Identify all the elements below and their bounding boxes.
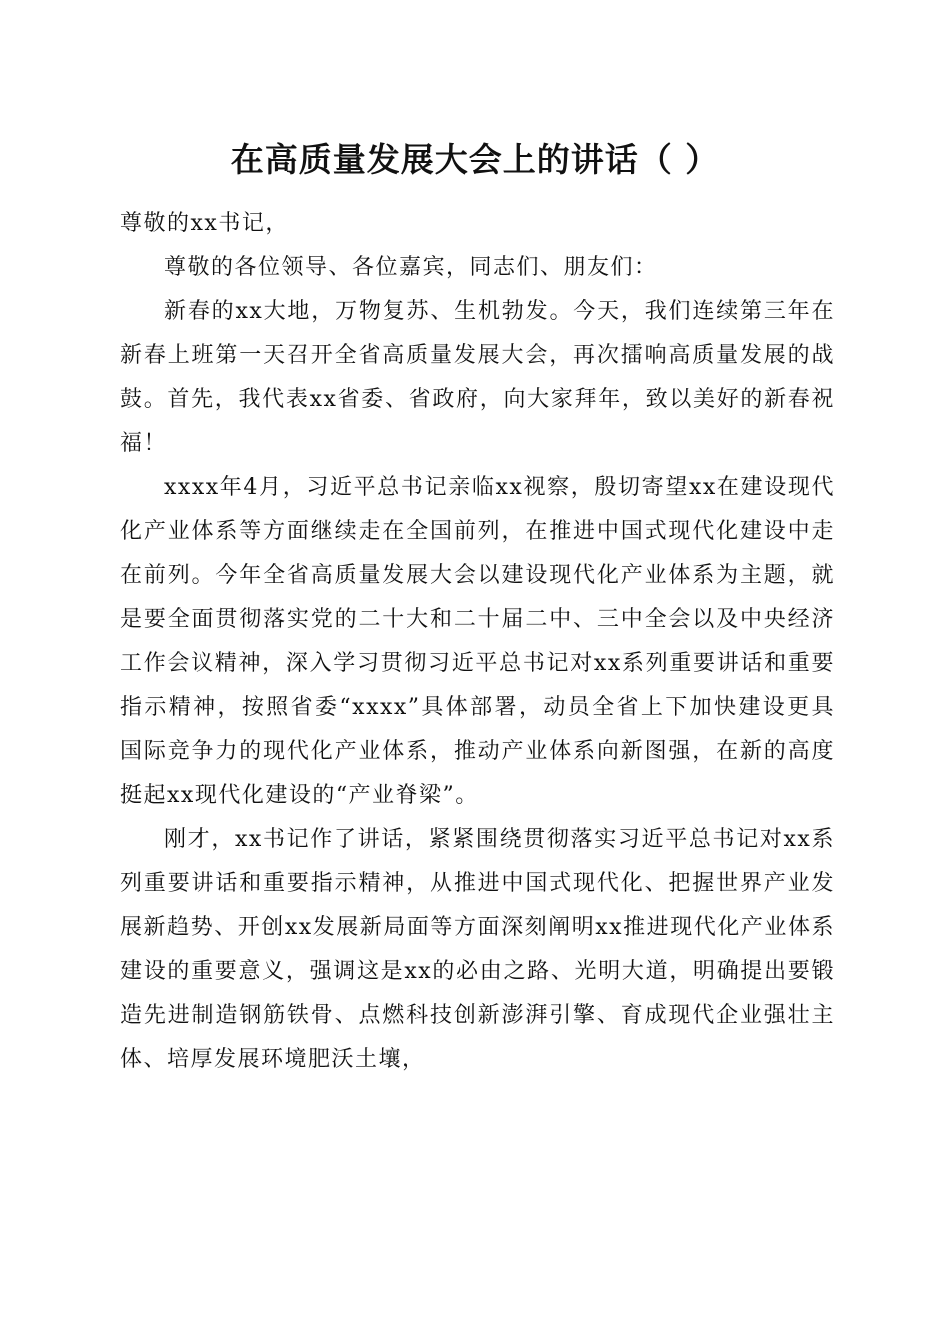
body-paragraph: xxxx年4月，习近平总书记亲临xx视察，殷切寄望xx在建设现代化产业体系等方面继续走在全国前列，在推进中国式现代化建设中走在前列。今年全省高质量发展大会以建设现代化产业体系为主题，就是要全面贯彻落实党的二十大和二十届二中、三中全会以及中央经济工作会议精神，深入学习贯彻习近平总书记对xx系列重要讲话和重要指示精神，按照省委“xxxx”具体部署，动员全省上下加快建设更具国际竞争力的现代化产业体系，推动产业体系向新图强，在新的高度挺起xx现代化建设的“产业脊梁”。 (120, 475, 835, 808)
body-paragraph: 新春的xx大地，万物复苏、生机勃发。今天，我们连续第三年在新春上班第一天召开全省高质量发展大会，再次擂响高质量发展的战鼓。首先，我代表xx省委、省政府，向大家拜年，致以美好的新春祝福！ (120, 299, 835, 456)
greeting-paragraph: 尊敬的各位领导、各位嘉宾，同志们、朋友们： (164, 255, 658, 280)
salutation-paragraph: 尊敬的xx书记， (120, 211, 289, 236)
document-title: 在高质量发展大会上的讲话（ ） (230, 140, 720, 179)
body-paragraph: 刚才，xx书记作了讲话，紧紧围绕贯彻落实习近平总书记对xx系列重要讲话和重要指示精神，从推进中国式现代化、把握世界产业发展新趋势、开创xx发展新局面等方面深刻阐明xx推进现代化产业体系建设的重要意义，强调这是xx的必由之路、光明大道，明确提出要锻造先进制造钢筋铁骨、点燃科技创新澎湃引擎、育成现代企业强壮主体、培厚发展环境肥沃土壤， (120, 827, 835, 1072)
document-body (120, 202, 835, 1082)
